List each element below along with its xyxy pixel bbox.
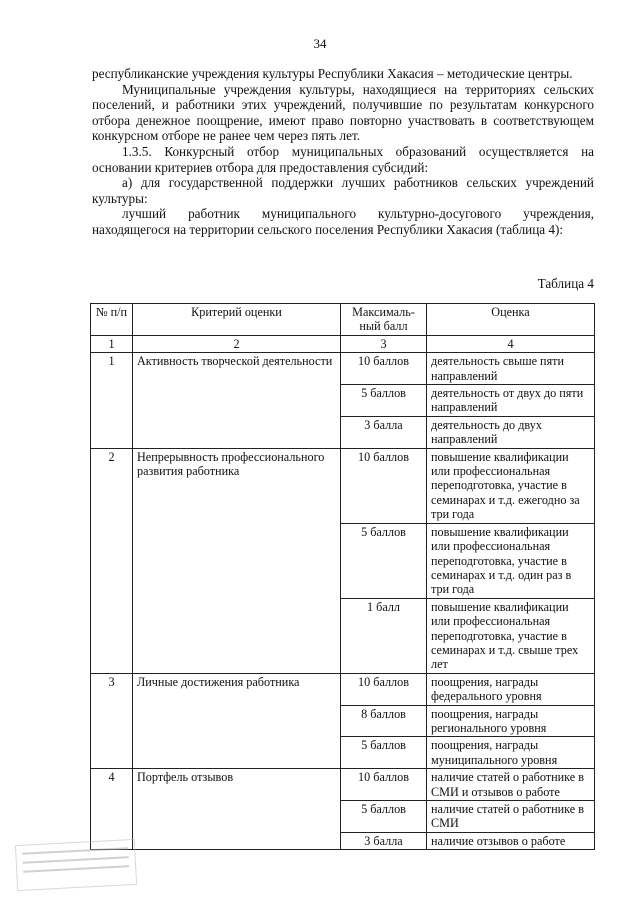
assessment-cell: наличие статей о работнике в СМИ и отзывов о работе xyxy=(427,769,595,801)
score-cell: 3 балла xyxy=(341,416,427,448)
table-row xyxy=(91,769,595,801)
assessment-cell: поощрения, награды муниципального уровня xyxy=(427,737,595,769)
table-header-row xyxy=(91,304,595,336)
header-criterion: Критерий оценки xyxy=(133,304,341,336)
paragraph: Муниципальные учреждения культуры, находящиеся на территориях сельских поселений, и работники этих учреждений, получившие по результатам конкурсного отбора денежное поощрение, имеют право повторно участвовать в соответствующем конкурсном отборе не ранее чем через пять лет. xyxy=(92,81,594,144)
criterion-cell: Личные достижения работника xyxy=(133,673,341,768)
criterion-cell: Активность творческой деятельности xyxy=(133,353,341,448)
table-column-numbers-row xyxy=(91,335,595,352)
header-assessment: Оценка xyxy=(427,304,595,336)
paragraph: 1.3.5. Конкурсный отбор муниципальных образований осуществляется на основании критериев отбора для предоставления субсидий: xyxy=(92,143,594,175)
paragraph: лучший работник муниципального культурно-досугового учреждения, находящегося на территории сельского поселения Республики Хакасия (таблица 4): xyxy=(92,206,594,237)
score-cell: 5 баллов xyxy=(341,523,427,598)
col-number: 3 xyxy=(341,335,427,352)
assessment-cell: деятельность свыше пяти направлений xyxy=(427,353,595,385)
paragraph: а) для государственной поддержки лучших работников сельских учреждений культуры: xyxy=(92,175,594,206)
criterion-cell: Непрерывность профессионального развития работника xyxy=(133,448,341,673)
row-number: 4 xyxy=(91,769,133,850)
score-cell: 10 баллов xyxy=(341,673,427,705)
criterion-cell: Портфель отзывов xyxy=(133,769,341,850)
score-cell: 10 баллов xyxy=(341,448,427,523)
col-number: 2 xyxy=(133,335,341,352)
page-number: 34 xyxy=(313,36,327,51)
assessment-cell: наличие отзывов о работе xyxy=(427,832,595,849)
stamp-mark xyxy=(15,839,137,891)
assessment-cell: деятельность до двух направлений xyxy=(427,416,595,448)
row-number: 3 xyxy=(91,673,133,768)
col-number: 1 xyxy=(91,335,133,352)
assessment-cell: поощрения, награды регионального уровня xyxy=(427,705,595,737)
score-cell: 5 баллов xyxy=(341,801,427,833)
assessment-cell: повышение квалификации или профессиональная переподготовка, участие в семинарах и т.д. ежегодно за три года xyxy=(427,448,595,523)
score-cell: 5 баллов xyxy=(341,737,427,769)
body-text xyxy=(92,66,594,238)
row-number: 1 xyxy=(91,353,133,448)
assessment-cell: повышение квалификации или профессиональная переподготовка, участие в семинарах и т.д. один раз в три года xyxy=(427,523,595,598)
score-cell: 10 баллов xyxy=(341,353,427,385)
score-cell: 3 балла xyxy=(341,832,427,849)
row-number: 2 xyxy=(91,448,133,673)
score-cell: 1 балл xyxy=(341,598,427,673)
col-number: 4 xyxy=(427,335,595,352)
score-cell: 8 баллов xyxy=(341,705,427,737)
table-body xyxy=(91,353,595,850)
criteria-table xyxy=(90,303,595,850)
header-num: № п/п xyxy=(91,304,133,336)
assessment-cell: поощрения, награды федерального уровня xyxy=(427,673,595,705)
score-cell: 10 баллов xyxy=(341,769,427,801)
table-row xyxy=(91,353,595,385)
paragraph: республиканские учреждения культуры Республики Хакасия – методические центры. xyxy=(92,66,573,81)
score-cell: 5 баллов xyxy=(341,385,427,417)
header-max-score: Максималь-ный балл xyxy=(341,304,427,336)
assessment-cell: повышение квалификации или профессиональная переподготовка, участие в семинарах и т.д. свыше трех лет xyxy=(427,598,595,673)
assessment-cell: наличие статей о работнике в СМИ xyxy=(427,801,595,833)
table-row xyxy=(91,448,595,523)
table-caption: Таблица 4 xyxy=(537,276,594,291)
assessment-cell: деятельность от двух до пяти направлений xyxy=(427,385,595,417)
table-row xyxy=(91,673,595,705)
